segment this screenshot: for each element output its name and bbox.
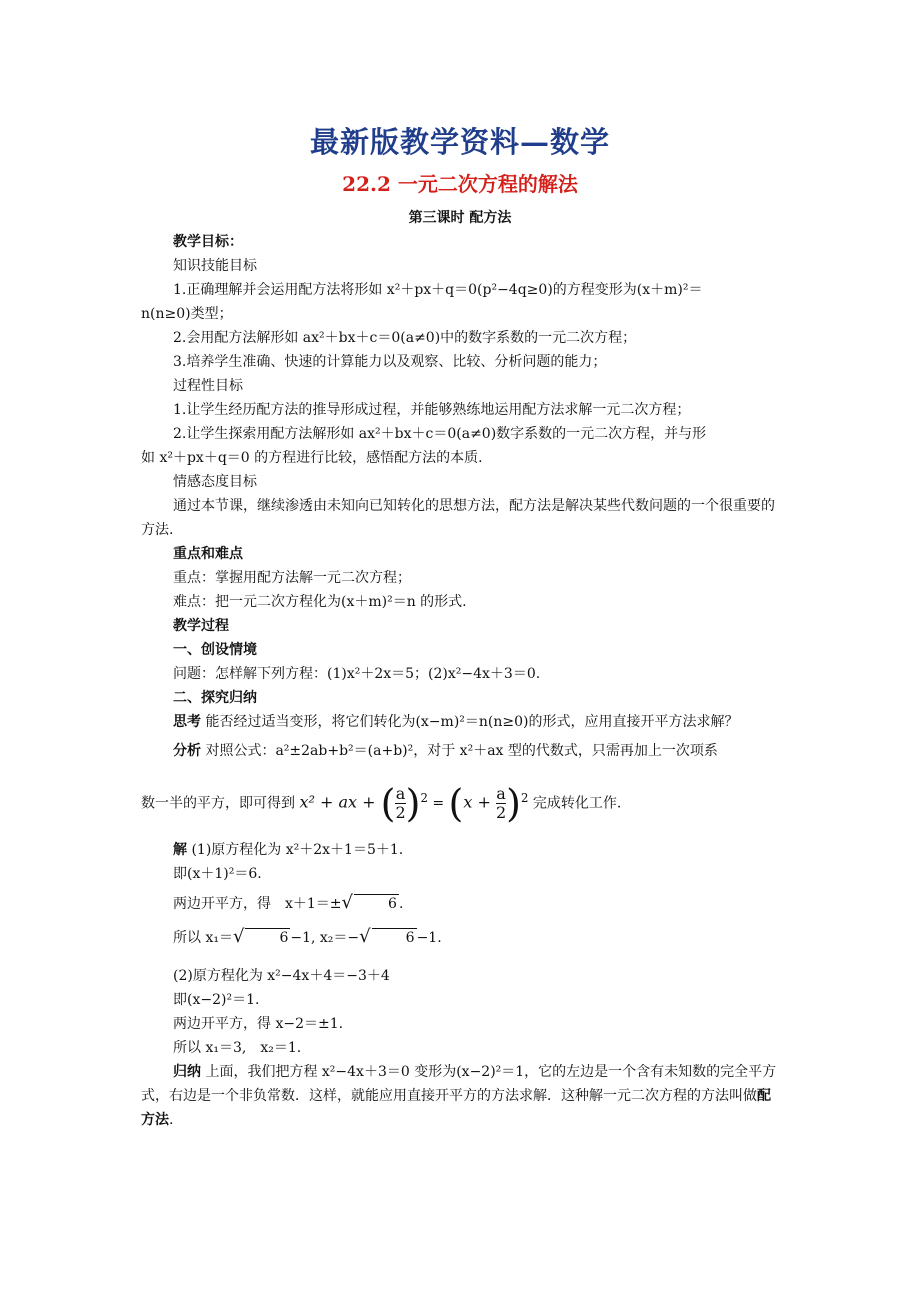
formula-lhs: x² + ax + bbox=[299, 792, 381, 812]
paragraph-analysis bbox=[141, 734, 781, 768]
lesson-title: 第三课时 配方法 bbox=[408, 210, 512, 226]
paragraph-summary: 归纳 上面，我们把方程 x²−4x＋3＝0 变形为(x−2)²＝1，它的左边是一个含有未知数的完全平方式，右边是一个非负常数．这样，就能应用直接开平方的方法求解．这种解一元二次方程的方法叫做配方法. bbox=[141, 1064, 777, 1128]
fraction bbox=[395, 785, 405, 822]
paragraph: n(n≥0)类型； bbox=[141, 306, 233, 322]
fraction bbox=[496, 785, 506, 822]
right-paren: ) bbox=[405, 781, 421, 826]
sqrt-radicand: 6 bbox=[372, 928, 417, 947]
formula-x-plus: x + bbox=[463, 792, 496, 812]
heading-key-points: 重点和难点 bbox=[173, 546, 243, 562]
section-title: 22.2 一元二次方程的解法 bbox=[342, 172, 578, 196]
subheading-process: 过程性目标 bbox=[173, 378, 243, 394]
think-text: 能否经过适当变形，将它们转化为(x−m)²＝n(n≥0)的形式，应用直接开平方法求解？ bbox=[201, 714, 739, 730]
fraction-denominator: 2 bbox=[395, 803, 406, 823]
heading-section-2: 二、探究归纳 bbox=[173, 690, 257, 706]
fraction-denominator: 2 bbox=[495, 803, 507, 823]
left-paren: ( bbox=[380, 781, 396, 826]
formula-line bbox=[141, 768, 781, 828]
sqrt-radicand: 6 bbox=[245, 928, 290, 947]
heading-objectives: 教学目标： bbox=[173, 234, 243, 250]
heading-section-1: 一、创设情境 bbox=[173, 642, 257, 658]
paragraph: 3.培养学生准确、快速的计算能力以及观察、比较、分析问题的能力； bbox=[173, 354, 607, 370]
solution-step: (2)原方程化为 x²−4x＋4＝−3＋4 bbox=[173, 968, 390, 984]
sqrt-icon: √ bbox=[359, 926, 371, 947]
solution-step: 所以 x₁＝3, x₂＝1. bbox=[173, 1040, 302, 1056]
solution-label: 解 bbox=[173, 842, 187, 858]
paragraph: 2.让学生探索用配方法解形如 ax²＋bx＋c＝0(a≠0)数字系数的一元二次方程，并与形 bbox=[173, 426, 707, 442]
formula-lead-text: 数一半的平方，即可得到 bbox=[141, 795, 295, 812]
paragraph: 难点：把一元二次方程化为(x＋m)²＝n 的形式. bbox=[173, 594, 467, 610]
sqrt-icon: √ bbox=[232, 926, 245, 947]
solution-step: 两边开平方，得 x＋1＝±√ 6 . bbox=[173, 892, 404, 913]
paragraph: 1.让学生经历配方法的推导形成过程，并能够熟练地运用配方法求解一元二次方程； bbox=[173, 402, 691, 418]
paragraph-think bbox=[141, 710, 781, 734]
document-body bbox=[141, 230, 781, 1132]
solution-step: 两边开平方，得 x−2＝±1. bbox=[173, 1016, 344, 1032]
formula-tail-text: 完成转化工作. bbox=[532, 795, 622, 812]
summary-label: 归纳 bbox=[173, 1064, 201, 1080]
solution-step: 解 (1)原方程化为 x²＋2x＋1＝5＋1. bbox=[173, 842, 404, 858]
heading-process: 教学过程 bbox=[173, 618, 229, 634]
subheading-knowledge: 知识技能目标 bbox=[173, 258, 257, 274]
right-paren: ) bbox=[506, 781, 521, 826]
solution-step: 即(x−2)²＝1. bbox=[173, 992, 260, 1008]
sqrt-icon: √ bbox=[341, 892, 354, 913]
summary-term: 配方法 bbox=[141, 1088, 771, 1128]
fraction-numerator: a bbox=[395, 784, 406, 804]
analysis-label: 分析 bbox=[173, 743, 201, 759]
formula-equals: = bbox=[427, 795, 449, 812]
paragraph: 2.会用配方法解形如 ax²＋bx＋c＝0(a≠0)中的数字系数的一元二次方程； bbox=[173, 330, 637, 346]
sqrt-radicand: 6 bbox=[354, 894, 399, 913]
paragraph: 重点：掌握用配方法解一元二次方程； bbox=[173, 570, 411, 586]
fraction-numerator: a bbox=[496, 784, 506, 804]
document-title: 最新版教学资料—数学 bbox=[309, 125, 610, 159]
paragraph: 通过本节课，继续渗透由未知向已知转化的思想方法，配方法是解决某些代数问题的一个很重要的方法. bbox=[141, 498, 775, 538]
solution-step: 即(x＋1)²＝6. bbox=[173, 866, 262, 882]
analysis-text: 对照公式：a²±2ab+b²＝(a+b)²，对于 x²＋ax 型的代数式，只需再加上一次项系 bbox=[201, 743, 718, 759]
think-label: 思考 bbox=[173, 714, 201, 730]
exponent: 2 bbox=[420, 791, 428, 805]
paragraph: 如 x²＋px＋q＝0 的方程进行比较，感悟配方法的本质. bbox=[141, 450, 483, 466]
exponent: 2 bbox=[520, 791, 529, 805]
solution-step: 所以 x₁＝√ 6 −1, x₂＝−√ 6 −1. bbox=[173, 926, 442, 947]
subheading-emotion: 情感态度目标 bbox=[173, 474, 257, 490]
left-paren: ( bbox=[448, 781, 464, 826]
paragraph: 问题：怎样解下列方程：(1)x²＋2x＝5；(2)x²−4x＋3＝0. bbox=[173, 666, 541, 682]
paragraph: 1.正确理解并会运用配方法将形如 x²＋px＋q＝0(p²−4q≥0)的方程变形为(x＋m)²＝ bbox=[173, 282, 703, 298]
